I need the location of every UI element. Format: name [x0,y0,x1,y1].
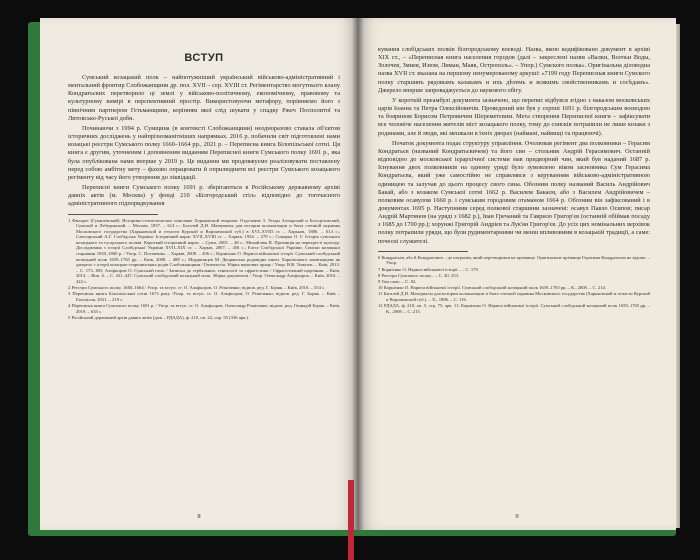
footnote: 10 Корнієнко О. Нариси військової історії. Сумський слобідський козацький полк 1659–1765 рр. – К., 2008. – С. 214. [378,285,606,291]
left-page [40,18,358,530]
footnote: 3 Переписна книга Білопільської сотні 1673 року /Упор. та вступ. ст. О. Альфьоров, О. Різніченко; відпов. ред. Г. Боряк. – Київ – Білопілля, 2021. – 219 с. [68,291,340,302]
footnote: 2 Реєстри Сумського полку. 1660–1664 / Упор. та вступ. ст. О. Альфьоров, О. Різніченко; відпов. ред. Г. Боряк. – Київ, 2016. – 554 с. [68,285,326,291]
paragraph: Початок документа подає структуру управління. Очолював регімент два полковники – Герасим Кондратьєв (названий Кондратьєвичем) та його син – стольник Андрій Герасимович. Останній відповідно до московської ієрархічної системи мав придворний чин, який був наданий 1687 р. Існування двох полковників на одному уряді було зумовлено віком засновника Сум Герасима Кондратьєва, який уже самостійно не справлявся з керуванням військово-адміністративною одиницею та залучав до цього процесу свого сина. Обозним полку названий Василь Андрійович Бакай, або з козаком Сумської сотні 1662 р. Василем Бакаєм, або з Василем Андрійовичем – полковим осавулом 1660 р. і сумським городовим отаманом 1664 р. Обозним він зафіксований і в документах 1695 р. Наступними серед полкової старшини зазначені: осавул Павло Осипов; писар Андрій Мартинов (на уряді з 1682 р.), Іван Гречаний та Гаврило Григор'єв (останній обіймав посаду з 1685 до 1700 рр.); хорунжі Григорій Андрієв та Лук'ян Григор'єв. До усіх цих номінальних верхівок полку потрапили уряди, що були рудиментарними чи менш впливовими в козацькій традиції, а саме: почесні служителі. [378,139,650,245]
paragraph: кування слобідських полків білгородському воєводі. Назва, якою кодифіковано документ в архіві XIX ст., – «Переписная книга населения городов (далі – закреслені назви «Валки, Волчьи Воды, Золочев, Змиев, Изюм, Лиман, Маяк, Острополь». – Упор.) Сумского полка». Оригінальна діловодна назва XVII ст. вказана на першому ненумерованому аркуші: «7199 году Переписныя книги Сумского полку старшинъ рядовымъ казакамъ и ихъ дѣтемъ и всякимъ свойственникамъ и сосѣдамъ». Джерело вперше запроваджується до наукового обігу. [378,46,650,94]
paragraph: Починаючи з 1994 р. Сумщина (в контексті Слобожанщини) неодноразово ставала об'єктом історичних досліджень у найпрізноманітніших напрямках. 2016 р. побачили світ підготовлені нами козацькі реєстри Сумського полку 1660–1664 рр., 2021 р. – Переписна книга Білопільської сотні. Ця книга є другим, уточненим і доповненим виданням Переписної книги Сумського полку 1691 р., яка була опублікована нами вперше у 2019 р. Це видання ми продовжуємо реалізовувати поставлену перед собою амбітну мету – фахово опрацювати й оприлюднити всі реєстри Сумського козацького регіменту від часу його утворення до ліквідації. [68,124,340,181]
page-number: 9 [515,513,519,520]
footnote: 4 Переписна книга Сумського полку 1691 р. / Упор. та вступ. ст. О. Альфьоров, Олександр Різніченко; відпов. ред. Геннадій Боряк. – Київ, 2019. – 635 с. [68,303,340,314]
page-block-edge [676,24,680,528]
footnote-divider [378,251,468,252]
footnote: 11 Багалей Д.И. Материалы для истории колонизации и быта степной окраины Московского государства (Харьковской и отчасти Курской и Воронежской губ.). – Х., 1886. – С. 116. [378,291,650,302]
page-number: 8 [197,513,201,520]
footnote: 5 Російський державний архів давніх актів (далі – РДАДА), ф. 210, оп. 22, спр. 55 (336 арк.). [68,314,250,320]
paragraph: Сумський козацький полк – найпотужніший український військово-адміністративний і ментальний фронтир Слобожанщини др. пол. XVII – сер. XVIII ст. Регіментарство могутнього клану Кондратьєвих перетворило ці землі у військово-політичному, економічному, правовому та культурному вимірі в перспективний простір. Використовуючи метафору, порівняємо його з північним партнером Гетьманщини, корінням якої слід шукати у спадку Ржеч Посполитої та Литовсько-Руської доби. [68,74,340,122]
paragraph: У короткій преамбулі документа зазначено, що перепис відбувся згідно з наказом московських царів Іоанна та Петра Олексійовичів. Проведений він був у серпні 1691 р. білгородським воєводою та боярином Борисом Петровичем Шереметєвим. Мета створення Переписної книги – зафіксувати все чоловіче населення жителів міст козацького полку, тому до списків потрапили не лише козаки з родинами, але й люди, які мешкали в їхніх дворах (наймані, найвищі та працюючі). [378,96,650,137]
footnote: 12 РДАДА, ф. 210, оп. 5, стр. 75, арк. 11; Корнієнко О. Нариси військової історії. Сумський слобідський козацький полк 1659–1765 рр. – К., 2008. – С. 215. [378,303,650,314]
right-page [358,18,676,530]
chapter-title: ВСТУП [184,52,224,64]
footnote: 9 Там само. – С. 82. [378,278,417,284]
bookmark-ribbon[interactable] [348,480,354,560]
footnote: 8 Реєстри Сумського полку... – С. 40, 353. [378,272,460,278]
footnote-divider [68,214,158,215]
footnote: 1 Филарет (Гумилевский). Историко-статистическое описание Харьковской епархии. Отделение 3. Уезды Ахтырский и Богодуховский, Сумской и Лебединский. – Москва, 1857. – 614 с.; Багалей Д.И. Материалы для истории колонизации и быта степной окраины Московского государства (Харьковской и отчасти Курской и Воронежской губ.) в XVI–XVIII ст. – Харьков, 1886. – 614 с.; Слюсарський А.Г. Слобідська Україна: Історичний нарис XVII–XVIII ст. – Харків, 1954. – 279 с.; Сокирко О. Г. Історія сумського козацького та гусарського полків. Короткий історичний нарис. – Суми, 2005. – 48 с.; Михайлюк В. Провінція на перехресті культур. Дослідження з історії Слобідської України XVII–XIX ст. – Харків, 2007. – 456 с.; Еліта Слобідської України. Списки козацької старшини 1650–1800 р. / Упор. С. Потапенко. – Харків, 2008. – 496 с.; Корнієнко О. Нариси військової історії. Сумський слобідський козацький полк 1659–1765 рр. – Київ, 2008. – 488 с.; Мордвинцев М. Дворянська родовідна книга Харківського намісництва як джерело з історії козацько-старшинських родів Слобожанщини / Генеалогія. Збірка наукових праць / Упор. В.В. Томазов. – Київ, 2013. – С. 175–180; Альфьоров О. Сумський полк / Записки до гербальних, генеалогії та сфрагістики / Сфрагістичний щорічник. – Київ, 2014. – Вип. 6. – С. 431–447; Сумський слобідський козацький полк. Збірка документів / Упор. Олександр Альфьоров. – Київ, 2016. – 422 с. [68,217,340,285]
paragraph: Переписні книги Сумського полку 1691 р. зберігаються в Російському державному архіві давніх актів (м. Москва) у фонді 210 «Білгородський стіл» відповідно до тогочасного адміністративного підпорядкування [68,184,340,208]
footnote: 6 Кондратьєв, або й Кондратович – це патронім, який перетворився на прізвище. Оригінальне прізвище Герасима Кондратьєва не відоме. – Упор. [378,254,650,266]
book-spine-shadow [352,18,364,530]
footnote: 7 Корнієнко О. Нариси військової історії... – С. 179. [378,266,479,272]
